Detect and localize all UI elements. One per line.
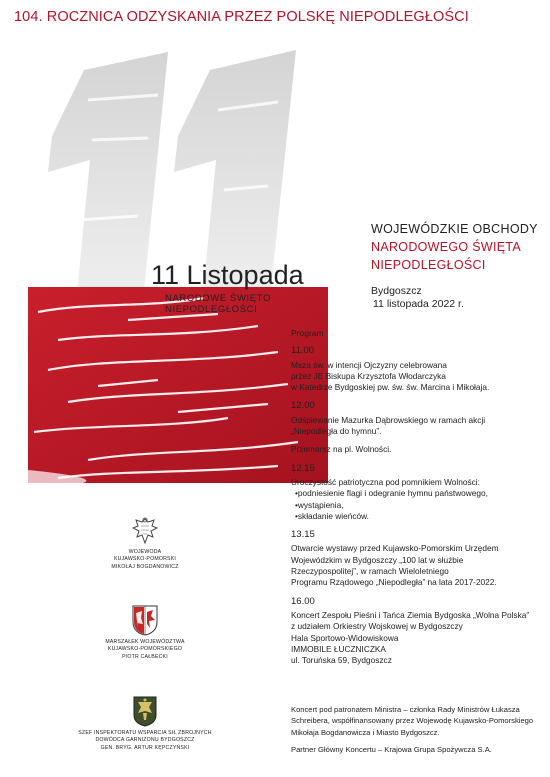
hero-date: 11 Listopada: [151, 260, 304, 290]
program-line: Wojewódzkim w Bydgoszczy „100 lat w służbie: [291, 554, 464, 565]
polish-eagle-emblem-icon: [132, 516, 158, 546]
program-line: Odśpiewanie Mazurka Dąbrowskiego w ramach akcji: [291, 414, 486, 425]
page-title: 104. ROCZNICA ODZYSKANIA PRZEZ POLSKĘ NIEPODLEGŁOŚCI: [14, 9, 469, 25]
program-line: w Katedrze Bydgoskiej pw. św. św. Marcina i Mikołaja.: [291, 382, 490, 393]
event-title: [371, 220, 546, 274]
program-line: Programu Rządowego „Niepodległa” na lata 2017-2022.: [291, 577, 497, 588]
program-line: Msza św. w intencji Ojczyzny celebrowana: [291, 359, 447, 370]
program-time: 12.00: [291, 400, 315, 412]
event-place: [371, 285, 546, 311]
program-heading: Program: [291, 328, 324, 338]
patron-line: MARSZAŁEK WOJEWÓDZTWA: [105, 639, 185, 645]
military-emblem-icon: [132, 695, 158, 727]
program-line: IMMOBILE ŁUCZNICZKA: [291, 643, 386, 654]
program-line: przez JE Biskupa Krzysztofa Włodarczyka: [291, 370, 446, 381]
patron-line: KUJAWSKO-POMORSKIEGO: [107, 646, 183, 653]
patron-line: DOWÓDCA GARNIZONU BYDGOSZCZ: [95, 737, 195, 744]
note-line: Koncert pod patronatem Ministra – członka Rady Ministrów Łukasza: [291, 705, 520, 714]
program-line: Rzeczypospolitej”, w ramach Wieloletniego: [291, 566, 449, 577]
program-bullet: •składanie wieńców.: [295, 510, 369, 521]
patron-line: MIKOŁAJ BOGDANOWICZ: [111, 563, 179, 570]
program-time: 11.00: [291, 345, 315, 357]
program-bullet: •wystąpienia,: [295, 499, 344, 510]
event-title-line3: NIEPODLEGŁOŚCI: [371, 258, 486, 272]
main-partner: Partner Główny Koncertu – Krajowa Grupa Spożywcza S.A.: [291, 745, 492, 754]
program-line: Hala Sportowo-Widowiskowa: [291, 632, 399, 643]
program-line: ul. Toruńska 59, Bydgoszcz: [291, 655, 392, 666]
patron-marshal: [70, 604, 220, 661]
patron-line: KUJAWSKO-POMORSKI: [113, 556, 176, 563]
program-line: Otwarcie wystawy przed Kujawsko-Pomorskim Urzędem: [291, 543, 499, 554]
program-item: [291, 345, 546, 393]
program-item: [291, 400, 546, 455]
patron-line: PIOTR CAŁBECKI: [122, 653, 168, 660]
program-line: Uroczystość patriotyczna pod pomnikiem Wolności:: [291, 476, 480, 487]
note-line: Schreibera, współfinansowany przez Wojewodę Kujawsko-Pomorskiego: [291, 716, 534, 726]
program-line: Przemarsz na pl. Wolności.: [291, 444, 392, 455]
program-bullet: •podniesienie flagi i odegranie hymnu państwowego,: [295, 488, 488, 499]
hero-date-block: [151, 260, 351, 315]
event-title-line1: WOJEWÓDZKIE OBCHODY: [371, 222, 538, 236]
event-title-line2: NARODOWEGO ŚWIĘTA: [371, 240, 522, 254]
patron-line: GEN. BRYG. ARTUR KĘPCZYŃSKI: [100, 744, 190, 751]
program-line: „Niepodległa do hymnu”.: [291, 426, 382, 437]
program-item: [291, 463, 546, 522]
patron-line: SZEF INSPEKTORATU WSPARCIA SIŁ ZBROJNYCH: [78, 730, 212, 736]
program-line: z udziałem Orkiestry Wojskowej w Bydgoszczy: [291, 621, 463, 632]
event-city: Bydgoszcz: [371, 285, 422, 297]
program-time: 12.15: [291, 462, 315, 474]
program-time: 13.15: [291, 529, 315, 541]
program: [291, 328, 546, 673]
program-time: 16.00: [291, 595, 315, 607]
program-line: Koncert Zespołu Pieśni i Tańca Ziemia Bydgoska „Wolna Polska”: [291, 609, 530, 620]
program-item: [291, 596, 546, 667]
patronage-note: [291, 704, 546, 738]
patron-military: [70, 695, 220, 752]
hero-subtitle: NARODOWE ŚWIĘTO NIEPODLEGŁOŚCI: [165, 293, 271, 315]
patron-line: WOJEWODA: [128, 549, 162, 555]
patron-voivode: [70, 516, 220, 571]
program-item: [291, 529, 546, 588]
note-line: Mikołaja Bogdanowicza i Miasto Bydgoszcz.: [291, 727, 440, 737]
event-date: 11 listopada 2022 r.: [373, 298, 464, 310]
kuyavian-pomeranian-coat-of-arms-icon: [131, 604, 159, 636]
